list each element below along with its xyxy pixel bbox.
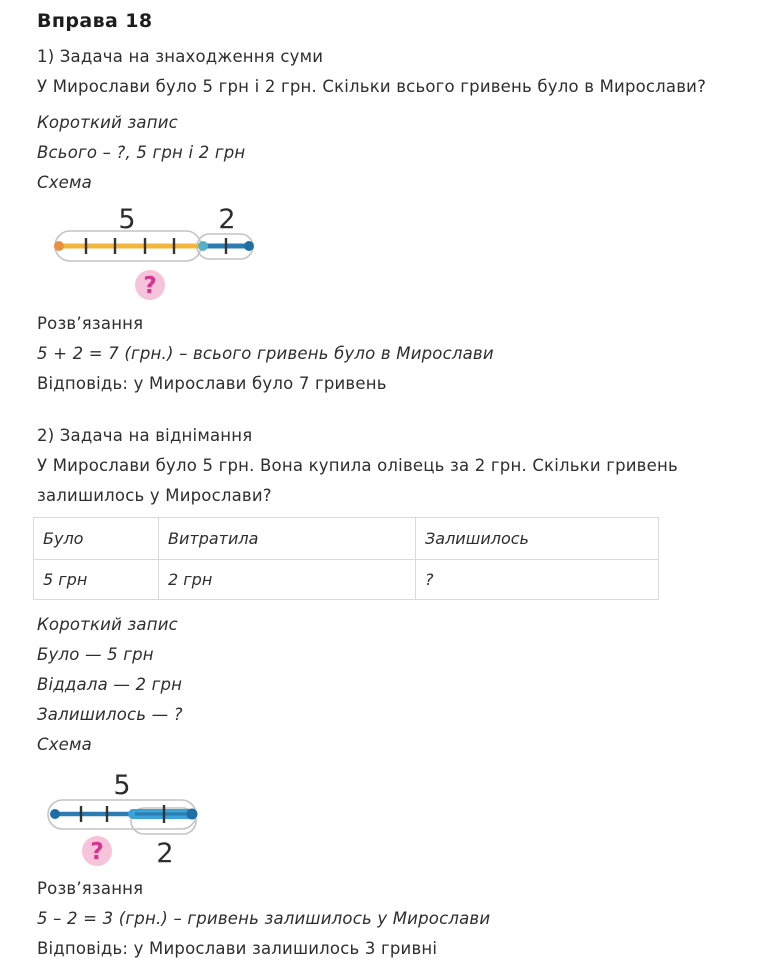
part2-heading: 2) Задача на віднімання xyxy=(37,426,253,445)
condition-table xyxy=(33,517,659,600)
part2-short-record-line: Залишилось — ? xyxy=(37,705,183,724)
part2-answer: Відповідь: у Мирослави залишилось 3 гривні xyxy=(37,939,438,958)
table-cell: 5 грн xyxy=(34,560,159,600)
part2-short-record-line: Віддала — 2 грн xyxy=(37,675,183,694)
diagram2-right-endpoint-dot xyxy=(187,809,198,820)
diagram1-right-label: 2 xyxy=(218,204,236,235)
diagram1-right-endpoint-dot xyxy=(244,241,254,251)
table-header-row xyxy=(34,518,659,560)
part1-answer: Відповідь: у Мирослави було 7 гривень xyxy=(37,374,387,393)
diagram1-left-endpoint-dot xyxy=(54,241,64,251)
table-cell: 2 грн xyxy=(159,560,416,600)
part1-short-record-label: Короткий запис xyxy=(37,113,178,132)
diagram1-left-label: 5 xyxy=(118,204,136,235)
part2-short-record-line: Було — 5 грн xyxy=(37,645,154,664)
diagram2-right-label: 2 xyxy=(156,838,174,869)
table-header-cell: Залишилось xyxy=(416,518,659,560)
part2-statement: У Мирослави було 5 грн. Вона купила олівець за 2 грн. Скільки гривень залишилось у Мирослави? xyxy=(37,456,678,505)
page-title: Вправа 18 xyxy=(37,10,153,32)
part2-short-record-label: Короткий запис xyxy=(37,615,178,634)
table-header-cell: Було xyxy=(34,518,159,560)
difference-bar-diagram xyxy=(37,764,277,872)
part1-solution: 5 + 2 = 7 (грн.) – всього гривень було в Мирослави xyxy=(37,344,494,363)
table-header-cell: Витратила xyxy=(159,518,416,560)
diagram1-junction-dot xyxy=(198,241,208,251)
part1-statement: У Мирослави було 5 грн і 2 грн. Скільки всього гривень було в Мирослави? xyxy=(37,77,707,96)
part1-solution-label: Розв’язання xyxy=(37,314,144,333)
diagram2-left-endpoint-dot xyxy=(50,809,60,819)
part2-schema-label: Схема xyxy=(37,735,92,754)
diagram1-question-mark: ? xyxy=(143,273,157,299)
diagram2-question-mark: ? xyxy=(90,839,104,865)
part2-solution: 5 – 2 = 3 (грн.) – гривень залишилось у Мирослави xyxy=(37,909,491,928)
sum-bar-diagram xyxy=(37,202,277,307)
table-cell: ? xyxy=(416,560,659,600)
part1-heading: 1) Задача на знаходження суми xyxy=(37,47,324,66)
diagram2-total-label: 5 xyxy=(113,770,131,801)
part1-schema-label: Схема xyxy=(37,173,92,192)
part2-solution-label: Розв’язання xyxy=(37,879,144,898)
part1-short-record: Всього – ?, 5 грн і 2 грн xyxy=(37,143,246,162)
table-row xyxy=(34,560,659,600)
